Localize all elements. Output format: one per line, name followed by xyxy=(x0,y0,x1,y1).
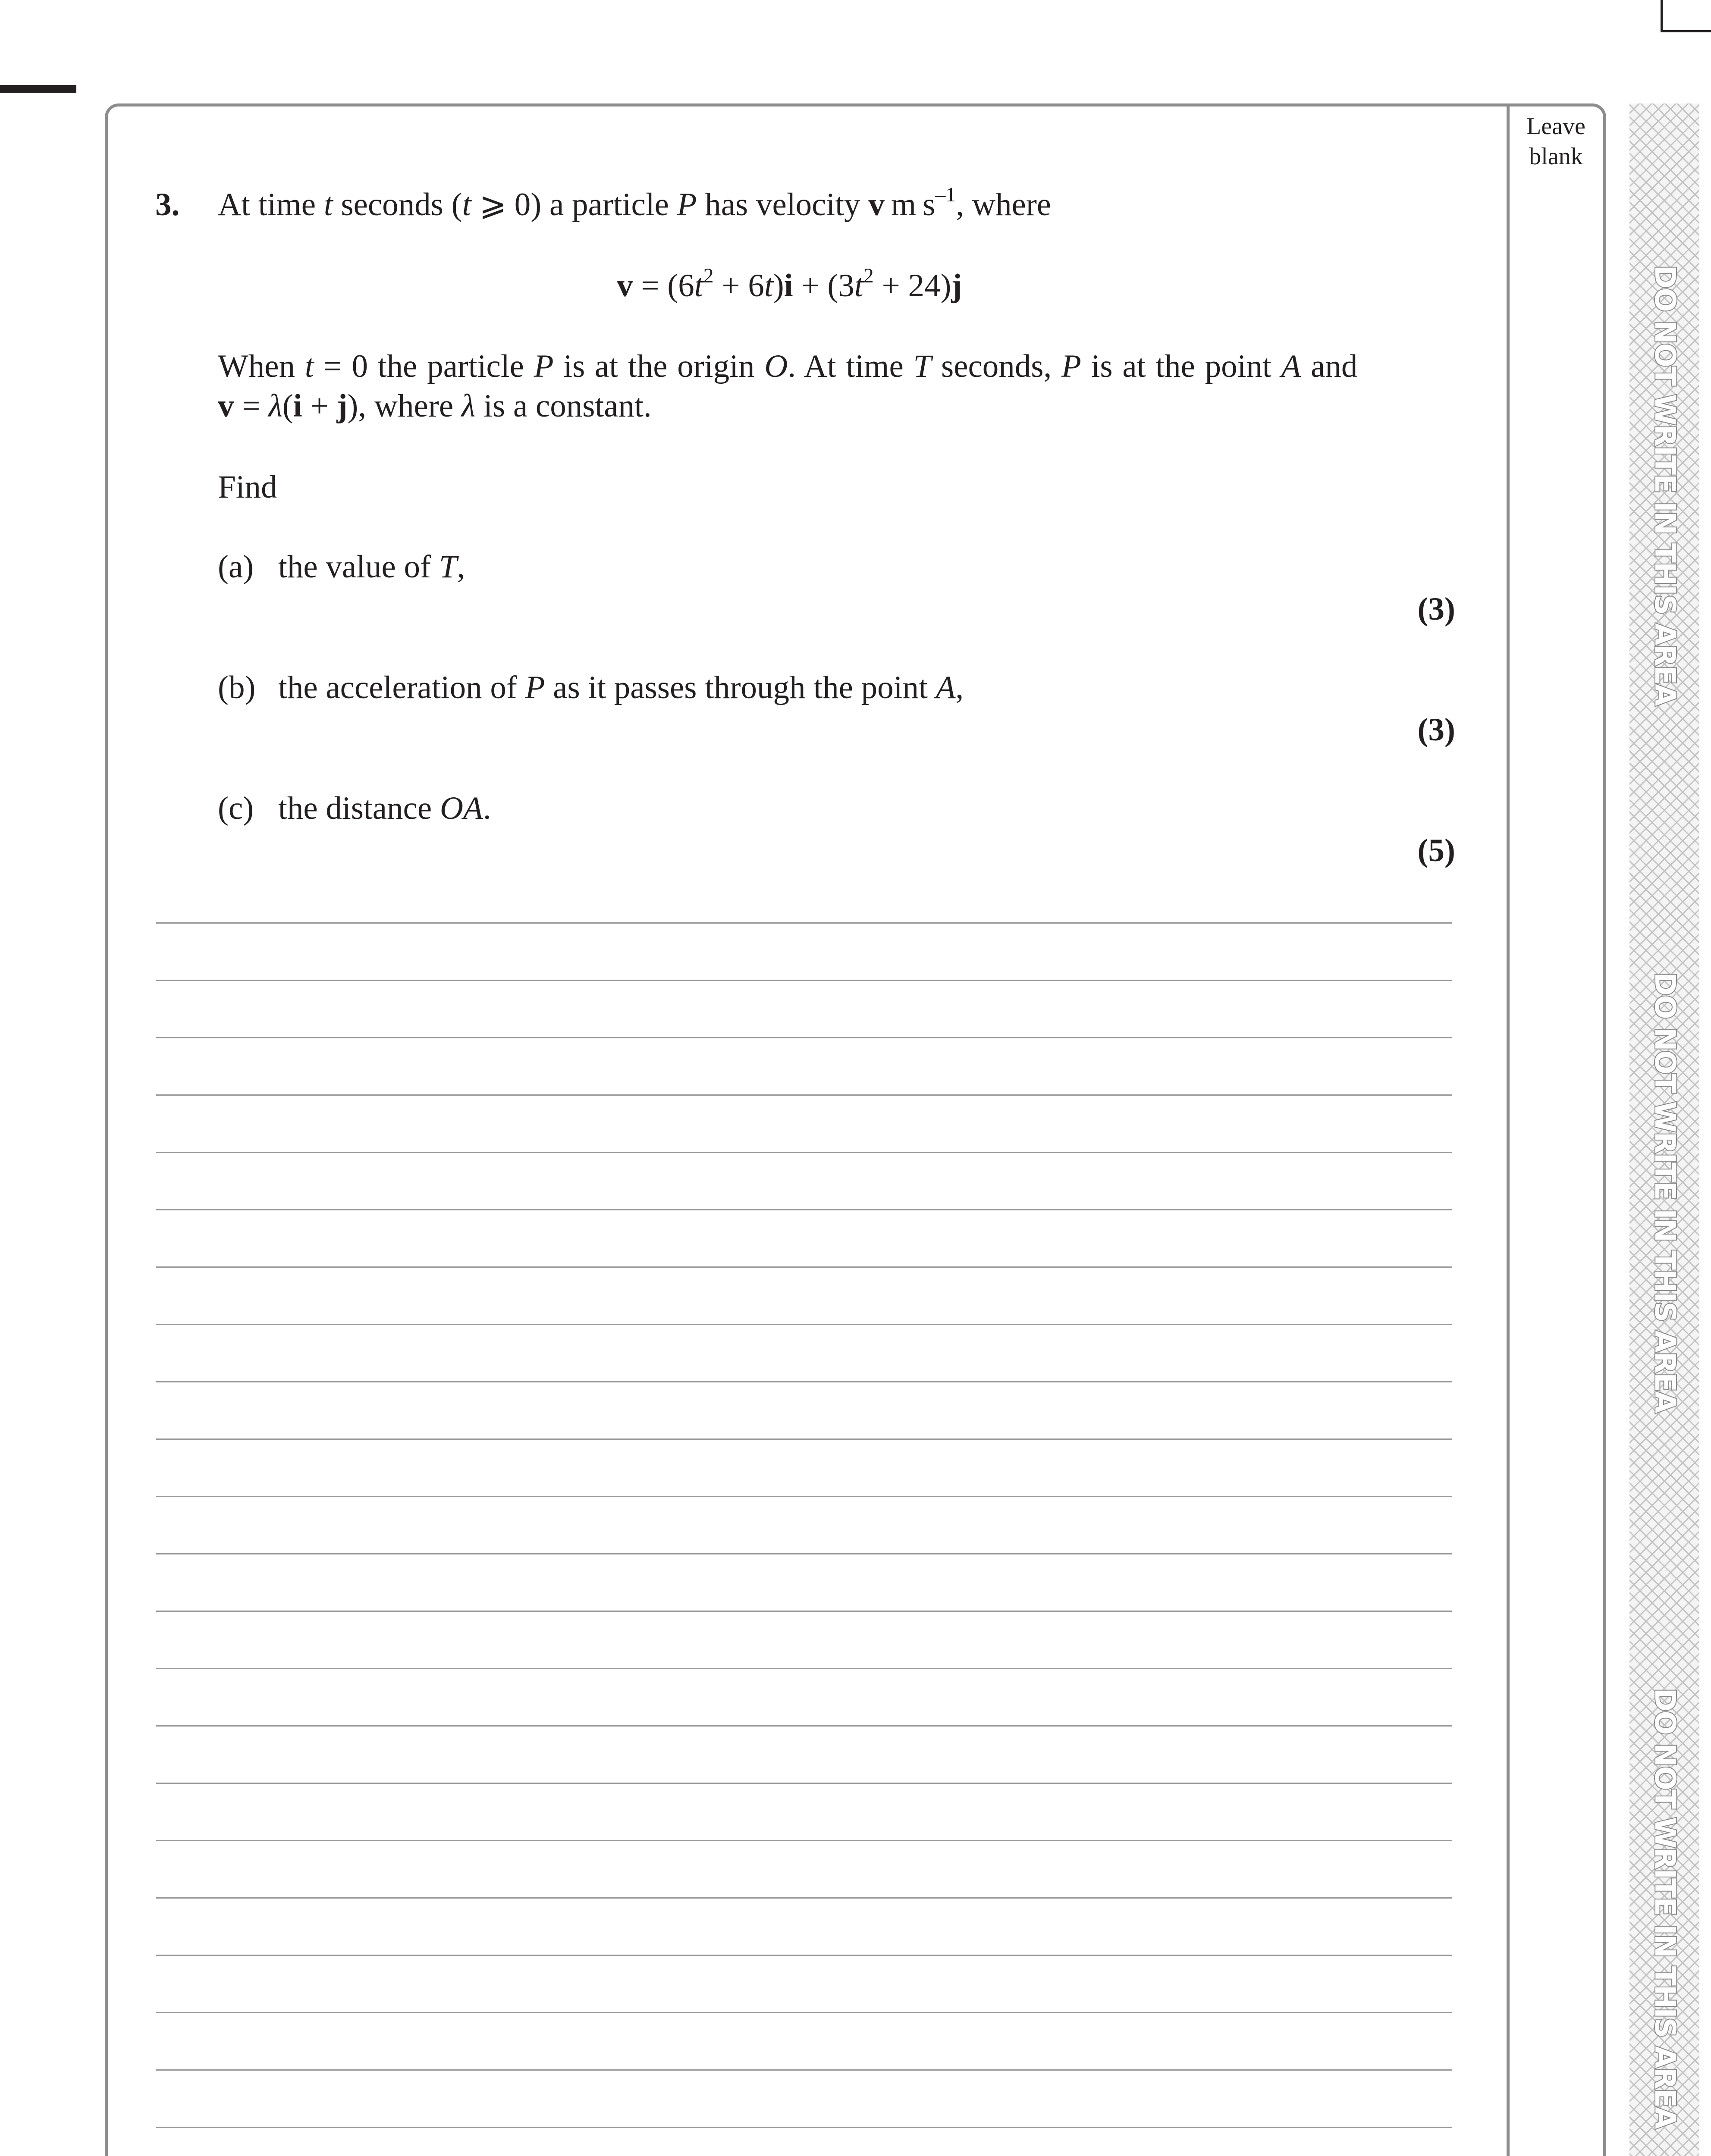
answer-line[interactable] xyxy=(156,1038,1452,1096)
answer-line[interactable] xyxy=(156,1440,1452,1497)
question-condition-line-1: When t = 0 the particle P is at the origin O. At time T seconds, P is at the point A and xyxy=(218,348,1358,384)
answer-line[interactable] xyxy=(156,1784,1452,1841)
find-label: Find xyxy=(218,469,277,505)
part-a-text: the value of T, xyxy=(278,549,465,585)
part-c-text: the distance OA. xyxy=(278,790,491,826)
question-number: 3. xyxy=(155,187,180,222)
do-not-write-warning-1: DO NOT WRITE IN THIS AREA xyxy=(1648,265,1682,705)
answer-line[interactable] xyxy=(156,2128,1452,2156)
part-a-marks: (3) xyxy=(1417,591,1455,627)
answer-line[interactable] xyxy=(156,1554,1452,1612)
answer-line[interactable] xyxy=(156,1153,1452,1210)
answer-line[interactable] xyxy=(156,924,1452,981)
answer-line[interactable] xyxy=(156,1382,1452,1440)
question-condition-line-2: v = λ(i + j), where λ is a constant. xyxy=(218,388,652,424)
leave-blank-divider xyxy=(1507,105,1510,2156)
velocity-equation: $v = (6t^2 + 6t)i + (3t^2 + 24)j$ xyxy=(617,264,962,304)
answer-line[interactable] xyxy=(156,1727,1452,1784)
part-c-marks: (5) xyxy=(1417,833,1455,868)
do-not-write-warning-3: DO NOT WRITE IN THIS AREA xyxy=(1648,1688,1682,2128)
answer-line[interactable] xyxy=(156,1669,1452,1727)
answer-line[interactable] xyxy=(156,2071,1452,2128)
answer-line[interactable] xyxy=(156,1096,1452,1153)
answer-line[interactable] xyxy=(156,981,1452,1038)
part-b-label: (b) xyxy=(218,670,256,705)
answer-area[interactable] xyxy=(156,922,1452,2156)
part-b-text: the acceleration of P as it passes through the point A, xyxy=(278,670,964,705)
part-a-label: (a) xyxy=(218,549,254,585)
crop-mark-top-right-v xyxy=(1661,0,1663,32)
answer-line[interactable] xyxy=(156,1325,1452,1382)
answer-line[interactable] xyxy=(156,1841,1452,1899)
answer-line[interactable] xyxy=(156,1268,1452,1325)
answer-line[interactable] xyxy=(156,1612,1452,1669)
answer-line[interactable] xyxy=(156,1899,1452,1956)
leave-blank-label xyxy=(1512,111,1600,172)
crop-mark-top-right-h xyxy=(1661,30,1711,32)
part-b-marks: (3) xyxy=(1417,712,1455,748)
crop-mark-top-left xyxy=(0,85,76,93)
answer-line[interactable] xyxy=(156,1497,1452,1554)
answer-line[interactable] xyxy=(156,2013,1452,2071)
leave-blank-line-1: Leave xyxy=(1526,113,1585,140)
answer-line[interactable] xyxy=(156,1956,1452,2013)
part-c-label: (c) xyxy=(218,790,254,826)
answer-line[interactable] xyxy=(156,1210,1452,1268)
do-not-write-warning-2: DO NOT WRITE IN THIS AREA xyxy=(1648,972,1682,1413)
question-intro: At time t seconds (t ⩾ 0) a particle P has velocity v m $s^{-1}$, where xyxy=(218,183,1052,222)
leave-blank-line-2: blank xyxy=(1529,143,1583,170)
